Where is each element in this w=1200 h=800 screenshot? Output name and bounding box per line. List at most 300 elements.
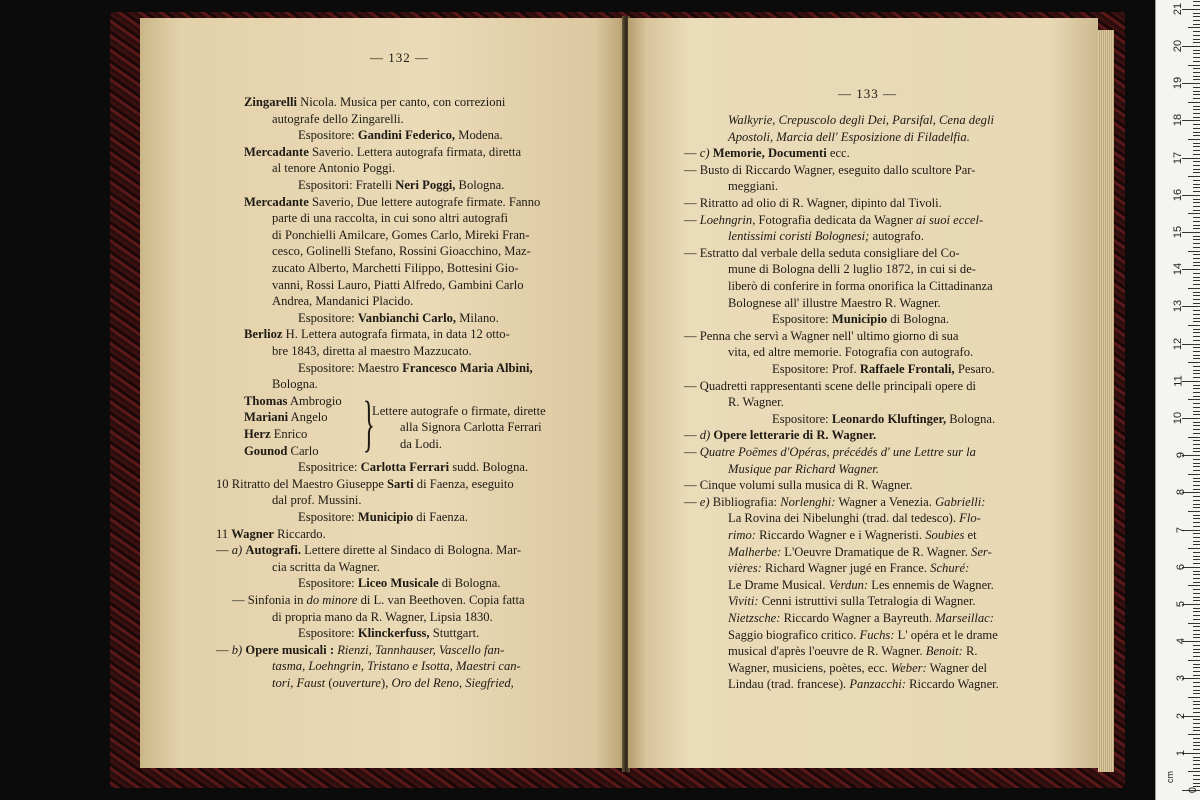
text-run: Ambrogio: [287, 393, 342, 408]
italic-text: e): [699, 494, 710, 509]
ruler-tick: [1193, 783, 1200, 784]
text-run: Saverio. Lettera autografa firmata, diretta: [308, 144, 522, 159]
text-run: H. Lettera autografa firmata, in data 12 otto-: [282, 327, 510, 342]
text-line: [244, 144, 521, 160]
italic-text: lentissimi coristi Bolognesi;: [728, 229, 870, 244]
ruler-tick: [1193, 128, 1200, 129]
ruler-tick: [1193, 775, 1200, 776]
ruler-tick: [1193, 667, 1200, 668]
text-run: Pesaro.: [954, 362, 995, 376]
ruler-tick: [1193, 749, 1200, 750]
text-line: [216, 642, 504, 658]
ruler-tick: [1193, 243, 1200, 244]
text-line: [728, 278, 993, 294]
text-run: meggiani.: [728, 179, 779, 194]
italic-text: Oro del Reno, Siegfried,: [391, 676, 514, 690]
ruler-tick: [1182, 158, 1200, 159]
ruler-tick: [1193, 626, 1200, 627]
ruler-tick: [1193, 16, 1200, 17]
text-run: Espositori: Fratelli: [298, 178, 396, 192]
text-line: [684, 245, 960, 261]
ruler-tick: [1193, 180, 1200, 181]
text-run: Wagner del: [926, 660, 988, 675]
text-line: [272, 293, 413, 309]
text-run: Carlo: [287, 443, 319, 458]
italic-text: ouverture: [332, 676, 382, 690]
ruler-tick: [1193, 537, 1200, 538]
ruler-tick: [1193, 358, 1200, 359]
ruler-tick: [1193, 24, 1200, 25]
text-line: [728, 461, 879, 477]
text-run: — Cinque volumi sulla musica di R. Wagner.: [684, 478, 913, 493]
ruler-tick: [1193, 507, 1200, 508]
italic-text: Viviti:: [728, 594, 759, 609]
ruler-tick: [1193, 150, 1200, 151]
text-line: [216, 526, 326, 542]
ruler-tick: [1193, 265, 1200, 266]
text-run: cia scritta da Wagner.: [272, 559, 380, 574]
ruler-number: 6: [1174, 563, 1187, 570]
ruler-tick: [1193, 318, 1200, 319]
text-run: di propria mano da R. Wagner, Lipsia 1830.: [272, 609, 493, 624]
text-run: Bolognese all' illustre Maestro R. Wagner.: [728, 295, 941, 310]
ruler-number: 9: [1174, 452, 1187, 459]
text-line: [728, 228, 924, 244]
ruler-tick: [1193, 53, 1200, 54]
text-line: [272, 658, 521, 674]
text-run: di Bologna.: [887, 312, 950, 327]
italic-text: Musique par Richard Wagner.: [728, 461, 879, 476]
ruler-number: 14: [1171, 263, 1184, 276]
text-run: Wagner a Venezia.: [835, 494, 936, 509]
bold-text: Carlotta Ferrari: [360, 460, 450, 475]
ruler-tick: [1193, 79, 1200, 80]
ruler-tick: [1193, 247, 1200, 248]
ruler-tick: [1182, 83, 1200, 84]
ruler-tick: [1188, 27, 1200, 28]
text-run: cesco, Golinelli Stefano, Rossini Gioacchino, Maz-: [272, 244, 531, 259]
ruler-tick: [1193, 414, 1200, 415]
text-line: [298, 127, 503, 143]
ruler-tick: [1193, 730, 1200, 731]
ruler-tick: [1188, 102, 1200, 103]
ruler-tick: [1188, 399, 1200, 400]
text-line: [298, 177, 504, 193]
text-line: [728, 560, 969, 576]
ruler-number: 1: [1174, 749, 1187, 756]
brace-note-line: Lettere autografe o firmate, dirette: [372, 403, 546, 418]
text-run: — Quadretti rappresentanti scene delle principali opere di: [684, 378, 976, 393]
ruler-tick: [1193, 169, 1200, 170]
page-number: — 133 —: [838, 86, 897, 101]
text-line: [298, 360, 533, 376]
ruler-tick: [1193, 451, 1200, 452]
text-run: —: [684, 212, 700, 227]
bold-text: Berlioz: [244, 327, 283, 342]
text-line: [216, 542, 521, 558]
ruler-tick: [1193, 600, 1200, 601]
italic-text: Ser-: [971, 544, 992, 559]
ruler-tick: [1193, 597, 1200, 598]
ruler-tick: [1193, 20, 1200, 21]
text-line: [684, 427, 876, 443]
text-line: [684, 212, 983, 228]
ruler-tick: [1193, 485, 1200, 486]
text-run: Milano.: [456, 310, 499, 325]
ruler-number: 21: [1171, 2, 1184, 15]
italic-text: tori, Faust: [272, 676, 326, 690]
text-line: [244, 409, 328, 425]
text-line: [272, 277, 524, 293]
ruler-tick: [1193, 35, 1200, 36]
ruler-tick: [1193, 541, 1200, 542]
text-line: [272, 376, 318, 392]
text-line: [728, 295, 941, 311]
ruler-tick: [1193, 690, 1200, 691]
ruler-tick: [1193, 355, 1200, 356]
bold-text: Municipio: [831, 312, 888, 327]
text-run: Riccardo Wagner.: [905, 677, 999, 692]
ruler-tick: [1193, 340, 1200, 341]
text-line: [728, 577, 994, 593]
ruler-tick: [1193, 664, 1200, 665]
ruler-tick: [1193, 31, 1200, 32]
ruler-tick: [1193, 682, 1200, 683]
text-line: [728, 344, 973, 360]
text-run: ecc.: [826, 146, 850, 161]
ruler-tick: [1193, 295, 1200, 296]
text-line: [728, 129, 970, 145]
ruler-tick: [1193, 225, 1200, 226]
bold-text: Zingarelli: [244, 95, 297, 109]
text-run: Bologna.: [946, 411, 996, 426]
ruler-tick: [1188, 623, 1200, 624]
ruler-tick: [1193, 559, 1200, 560]
text-run: —: [684, 428, 700, 443]
text-line: [728, 660, 987, 676]
text-line: [216, 476, 514, 492]
ruler-tick: [1182, 120, 1200, 121]
ruler-number: 2: [1174, 712, 1187, 719]
italic-text: Walkyrie, Crepuscolo degli Dei, Parsifal, Cena degli: [728, 113, 994, 127]
ruler-tick: [1193, 768, 1200, 769]
ruler-tick: [1193, 109, 1200, 110]
text-line: [298, 459, 528, 475]
text-line: [684, 477, 913, 493]
text-run: Espositore: Prof.: [772, 362, 860, 376]
ruler-tick: [1193, 693, 1200, 694]
text-run: di Faenza, eseguito: [413, 476, 514, 491]
italic-text: Panzacchi:: [849, 677, 906, 692]
bold-text: Opere musicali :: [245, 642, 335, 657]
ruler-tick: [1193, 496, 1200, 497]
ruler-tick: [1193, 165, 1200, 166]
ruler-number: 19: [1171, 77, 1184, 90]
ruler-tick: [1188, 771, 1200, 772]
text-line: [772, 311, 949, 327]
ruler-tick: [1193, 686, 1200, 687]
italic-text: Loehngrin,: [699, 212, 756, 227]
ruler-tick: [1188, 288, 1200, 289]
text-line: [728, 643, 978, 659]
text-run: parte di una raccolta, in cui sono altri autografi: [272, 211, 509, 226]
text-line: [684, 444, 976, 460]
ruler-tick: [1188, 251, 1200, 252]
text-line: [772, 361, 995, 377]
ruler-tick: [1188, 734, 1200, 735]
text-line: [728, 676, 999, 692]
bold-text: Raffaele Frontali,: [859, 362, 955, 376]
text-line: [244, 443, 319, 459]
ruler-tick: [1193, 500, 1200, 501]
text-run: (: [325, 676, 333, 690]
ruler-tick: [1188, 139, 1200, 140]
text-run: Riccardo Wagner a Bayreuth.: [780, 611, 936, 625]
ruler-tick: [1193, 563, 1200, 564]
bold-text: Gandini Federico,: [357, 128, 456, 143]
ruler-tick: [1193, 727, 1200, 728]
text-run: R. Wagner.: [728, 395, 784, 410]
text-line: [684, 328, 959, 344]
italic-text: rimo:: [728, 528, 756, 542]
ruler-tick: [1193, 292, 1200, 293]
ruler-tick: [1193, 619, 1200, 620]
bold-text: Sarti: [387, 476, 414, 491]
ruler-tick: [1193, 117, 1200, 118]
ruler-tick: [1193, 649, 1200, 650]
text-run: — Busto di Riccardo Wagner, eseguito dallo scultore Par-: [684, 162, 976, 177]
bold-text: Mercadante: [244, 194, 309, 209]
text-line: [728, 394, 784, 410]
ruler-tick: [1182, 344, 1200, 345]
ruler-tick: [1188, 176, 1200, 177]
text-run: L' opéra et le drame: [894, 627, 998, 642]
italic-text: Rienzi, Tannhauser, Vascello fan-: [337, 642, 505, 657]
text-run: Les ennemis de Wagner.: [868, 577, 994, 592]
ruler-tick: [1193, 161, 1200, 162]
ruler-tick: [1193, 239, 1200, 240]
text-run: Espositrice:: [298, 460, 361, 475]
ruler-tick: [1193, 440, 1200, 441]
bold-text: Gounod: [244, 443, 288, 458]
ruler-tick: [1193, 310, 1200, 311]
ruler-tick: [1193, 712, 1200, 713]
ruler-number: 13: [1171, 300, 1184, 313]
ruler-tick: [1193, 522, 1200, 523]
ruler-unit: cm: [1165, 771, 1175, 783]
ruler-tick: [1193, 347, 1200, 348]
text-run: di Faenza.: [413, 510, 469, 524]
bold-text: Herz: [244, 427, 271, 441]
text-run: dal prof. Mussini.: [272, 493, 362, 508]
ruler-tick: [1193, 589, 1200, 590]
ruler-tick: [1188, 362, 1200, 363]
text-line: [272, 111, 404, 127]
text-run: —: [684, 494, 700, 509]
italic-text: Norlenghi:: [780, 494, 836, 509]
text-run: vanni, Rossi Lauro, Piatti Alfredo, Gambini Carlo: [272, 277, 524, 292]
text-run: — Estratto dal verbale della seduta consigliare del Co-: [684, 245, 960, 260]
text-run: Espositore:: [772, 312, 832, 327]
italic-text: Fuchs:: [859, 627, 895, 642]
text-run: Cenni istruttivi sulla Tetralogia di Wagner.: [758, 594, 976, 609]
ruler-tick: [1188, 437, 1200, 438]
text-run: —: [684, 445, 700, 459]
bold-text: Opere letterarie di R. Wagner.: [713, 428, 877, 443]
ruler-tick: [1193, 552, 1200, 553]
ruler-number: 18: [1171, 114, 1184, 127]
ruler-tick: [1193, 544, 1200, 545]
ruler-tick: [1193, 459, 1200, 460]
ruler-tick: [1193, 448, 1200, 449]
ruler-tick: [1193, 504, 1200, 505]
ruler-tick: [1193, 675, 1200, 676]
text-run: Espositore:: [298, 128, 358, 143]
text-line: [232, 592, 525, 608]
ruler-number: 16: [1171, 188, 1184, 201]
measuring-ruler: [1155, 0, 1200, 800]
ruler-tick: [1193, 645, 1200, 646]
ruler-tick: [1193, 708, 1200, 709]
text-run: Espositore:: [298, 310, 358, 325]
ruler-tick: [1193, 656, 1200, 657]
ruler-tick: [1193, 332, 1200, 333]
page-edges: [1098, 30, 1114, 772]
italic-text: vières:: [728, 561, 762, 576]
text-run: Espositore:: [298, 626, 358, 641]
text-run: Stuttgart.: [429, 626, 480, 641]
bold-text: Thomas: [244, 393, 288, 408]
ruler-tick: [1193, 143, 1200, 144]
ruler-tick: [1193, 236, 1200, 237]
ruler-tick: [1193, 574, 1200, 575]
text-run: mune di Bologna delli 2 luglio 1872, in cui si de-: [728, 262, 977, 277]
ruler-tick: [1193, 50, 1200, 51]
italic-text: tasma, Loehngrin, Tristano e Isotta, Maestri can-: [272, 659, 521, 674]
ruler-tick: [1193, 481, 1200, 482]
text-run: R.: [962, 644, 978, 659]
ruler-tick: [1193, 39, 1200, 40]
ruler-tick: [1193, 582, 1200, 583]
text-run: autografe dello Zingarelli.: [272, 111, 404, 126]
bold-text: Vanbianchi Carlo,: [357, 310, 457, 325]
text-run: 11: [216, 526, 232, 541]
ruler-tick: [1193, 779, 1200, 780]
text-run: ),: [381, 676, 392, 690]
ruler-tick: [1193, 98, 1200, 99]
ruler-tick: [1193, 425, 1200, 426]
ruler-tick: [1193, 444, 1200, 445]
ruler-tick: [1193, 5, 1200, 6]
bold-text: Leonardo Kluftinger,: [831, 411, 947, 426]
ruler-tick: [1193, 634, 1200, 635]
bold-text: Liceo Musicale: [357, 576, 439, 591]
ruler-tick: [1193, 533, 1200, 534]
ruler-tick: [1182, 306, 1200, 307]
ruler-tick: [1193, 723, 1200, 724]
text-run: autografo.: [869, 229, 924, 244]
ruler-tick: [1193, 373, 1200, 374]
text-run: — Ritratto ad olio di R. Wagner, dipinto dal Tivoli.: [684, 196, 942, 210]
ruler-tick: [1193, 187, 1200, 188]
ruler-tick: [1193, 556, 1200, 557]
ruler-tick: [1193, 396, 1200, 397]
ruler-tick: [1182, 9, 1200, 10]
ruler-tick: [1193, 377, 1200, 378]
text-run: Riccardo Wagner e i Wagneristi.: [756, 528, 926, 542]
text-line: [728, 510, 981, 526]
italic-text: Benoit:: [925, 644, 963, 659]
text-line: [244, 94, 505, 110]
text-line: [684, 145, 850, 161]
ruler-tick: [1193, 470, 1200, 471]
text-line: [728, 593, 976, 609]
ruler-tick: [1193, 429, 1200, 430]
bold-text: Klinckerfuss,: [357, 626, 430, 641]
ruler-tick: [1193, 608, 1200, 609]
text-line: [298, 625, 479, 641]
text-line: [272, 492, 362, 508]
bold-text: Neri Poggi,: [395, 178, 456, 192]
italic-text: c): [699, 146, 710, 161]
ruler-tick: [1188, 325, 1200, 326]
text-line: [272, 675, 514, 691]
ruler-tick: [1188, 474, 1200, 475]
italic-text: ai suoi eccel-: [916, 212, 984, 227]
ruler-tick: [1193, 303, 1200, 304]
text-run: Riccardo.: [273, 526, 326, 541]
ruler-tick: [1193, 719, 1200, 720]
ruler-tick: [1193, 466, 1200, 467]
ruler-tick: [1193, 760, 1200, 761]
text-run: Wagner, musiciens, poètes, ecc.: [728, 660, 891, 675]
ruler-tick: [1193, 221, 1200, 222]
ruler-tick: [1193, 407, 1200, 408]
text-run: di Bologna.: [438, 576, 501, 591]
ruler-tick: [1193, 184, 1200, 185]
text-line: [772, 411, 995, 427]
ruler-tick: [1193, 630, 1200, 631]
brace: }: [362, 389, 375, 458]
ruler-tick: [1193, 704, 1200, 705]
ruler-tick: [1182, 269, 1200, 270]
ruler-tick: [1193, 422, 1200, 423]
bold-text: Municipio: [357, 510, 414, 524]
text-line: [272, 343, 472, 359]
ruler-tick: [1193, 273, 1200, 274]
text-line: [728, 178, 778, 194]
ruler-tick: [1193, 652, 1200, 653]
text-run: Saggio biografico critico.: [728, 627, 860, 642]
text-line: [272, 559, 380, 575]
ruler-number: 17: [1171, 151, 1184, 164]
ruler-tick: [1193, 403, 1200, 404]
right-page: [628, 18, 1098, 768]
italic-text: Apostoli, Marcia dell' Esposizione di Filadelfia.: [728, 129, 970, 144]
text-run: Le Drame Musical.: [728, 577, 829, 592]
ruler-number: 5: [1174, 600, 1187, 608]
text-run: Enrico: [270, 427, 308, 441]
ruler-number: 7: [1174, 526, 1187, 533]
text-line: [272, 609, 493, 625]
ruler-tick: [1193, 1, 1200, 2]
text-line: [272, 210, 508, 226]
ruler-tick: [1193, 321, 1200, 322]
text-run: Bibliografia:: [709, 494, 781, 509]
text-run: 10 Ritratto del Maestro Giuseppe: [216, 476, 388, 491]
text-line: [728, 610, 994, 626]
ruler-tick: [1193, 124, 1200, 125]
